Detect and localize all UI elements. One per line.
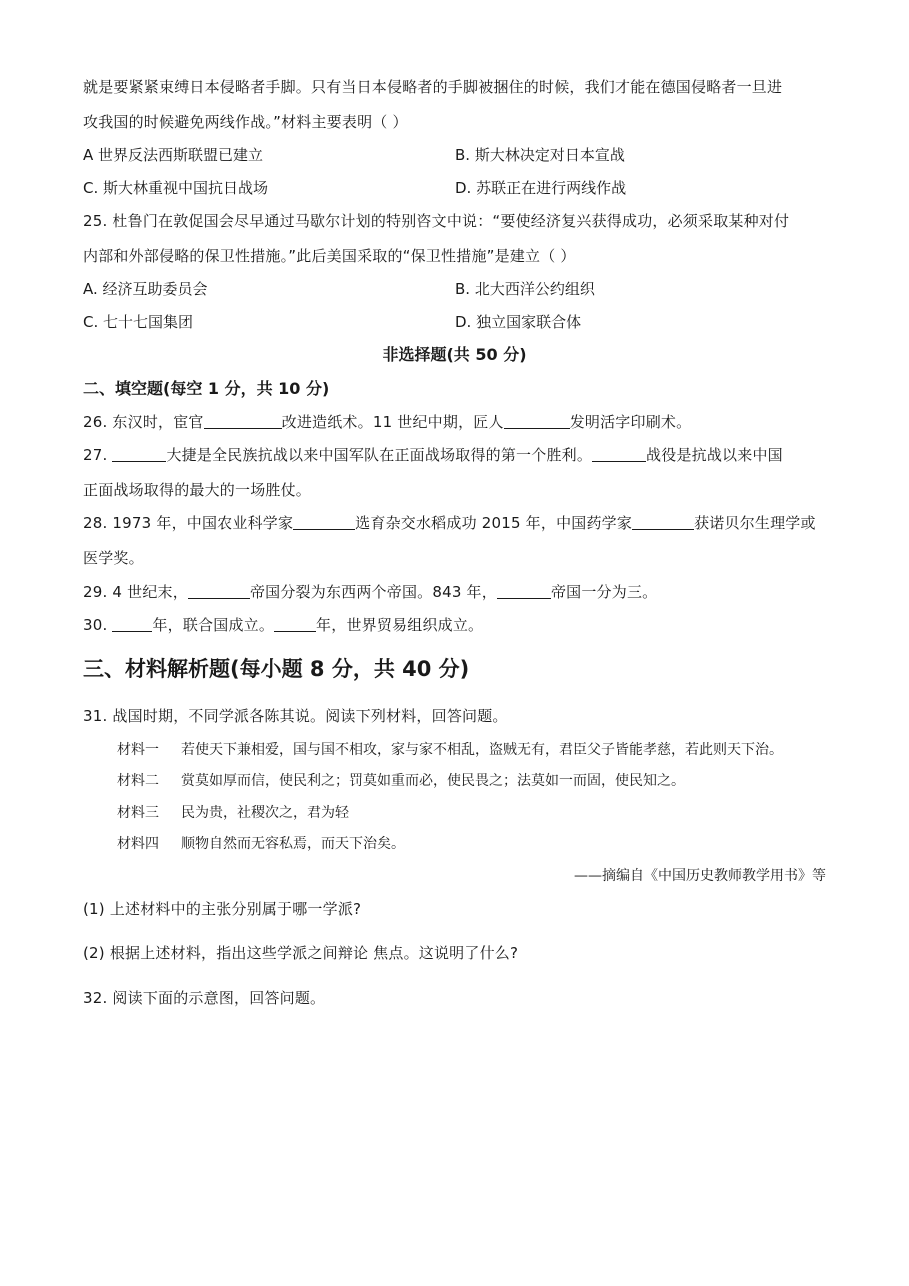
q24-option-d: D. 苏联正在进行两线作战 xyxy=(455,179,627,197)
section3-title: 三、材料解析题(每小题 8 分，共 40 分) xyxy=(83,657,470,681)
material-text: 民为贵，社稷次之，君为轻 xyxy=(181,805,349,821)
answer-blank[interactable] xyxy=(293,514,355,530)
q25-option-b: B. 北大西洋公约组织 xyxy=(455,280,595,298)
q24-line2: 攻我国的时候避免两线作战。”材料主要表明（ ） xyxy=(83,113,408,131)
q28-line1 xyxy=(83,513,816,533)
q29-text-b: 帝国分裂为东西两个帝国。843 年， xyxy=(249,583,497,601)
answer-blank[interactable] xyxy=(592,446,646,462)
q26-text-c: 发明活字印刷术。 xyxy=(569,413,692,431)
material-1 xyxy=(117,740,783,760)
q24-option-a: A 世界反法西斯联盟已建立 xyxy=(83,146,264,164)
q27-text-a: 27. xyxy=(83,446,113,464)
q29 xyxy=(83,582,657,602)
answer-blank[interactable] xyxy=(632,514,694,530)
material-4 xyxy=(117,834,405,854)
q30-text-a: 30. xyxy=(83,616,113,634)
q27-text-c: 战役是抗战以来中国 xyxy=(646,446,783,464)
q30 xyxy=(83,615,483,635)
material-text: 赏莫如厚而信，使民利之；罚莫如重而必，使民畏之；法莫如一而固，使民知之。 xyxy=(181,773,685,789)
answer-blank[interactable] xyxy=(274,616,316,632)
answer-blank[interactable] xyxy=(497,583,551,599)
q25-option-c: C. 七十七国集团 xyxy=(83,313,194,331)
q24-option-b: B. 斯大林决定对日本宣战 xyxy=(455,146,625,164)
q25-option-a: A. 经济互助委员会 xyxy=(83,280,208,298)
answer-blank[interactable] xyxy=(204,413,282,429)
answer-blank[interactable] xyxy=(504,413,570,429)
q27-line2: 正面战场取得的最大的一场胜仗。 xyxy=(83,481,312,499)
q27-text-b: 大捷是全民族抗战以来中国军队在正面战场取得的第一个胜利。 xyxy=(166,446,593,464)
q26 xyxy=(83,412,691,432)
q31-sub2: (2) 根据上述材料，指出这些学派之间辩论 焦点。这说明了什么? xyxy=(83,944,519,962)
material-label: 材料一 xyxy=(117,742,159,758)
q28-text-b: 选育杂交水稻成功 2015 年，中国药学家 xyxy=(355,514,633,532)
q29-text-a: 29. 4 世纪末， xyxy=(83,583,188,601)
material-text: 顺物自然而无容私焉，而天下治矣。 xyxy=(181,836,405,852)
q31-intro: 31. 战国时期，不同学派各陈其说。阅读下列材料，回答问题。 xyxy=(83,707,508,725)
q26-text-a: 26. 东汉时，宦官 xyxy=(83,413,204,431)
q30-text-b: 年，联合国成立。 xyxy=(152,616,275,634)
q32-intro: 32. 阅读下面的示意图，回答问题。 xyxy=(83,989,326,1007)
q28-text-a: 28. 1973 年，中国农业科学家 xyxy=(83,514,294,532)
q24-option-c: C. 斯大林重视中国抗日战场 xyxy=(83,179,269,197)
q28-line2: 医学奖。 xyxy=(83,549,144,567)
q26-text-b: 改进造纸术。11 世纪中期，匠人 xyxy=(281,413,504,431)
material-3 xyxy=(117,803,349,823)
material-text: 若使天下兼相爱，国与国不相攻，家与家不相乱，盗贼无有，君臣父子皆能孝慈，若此则天下治。 xyxy=(181,742,783,758)
q29-text-c: 帝国一分为三。 xyxy=(550,583,658,601)
nonchoice-title: 非选择题(共 50 分) xyxy=(382,345,527,364)
q28-text-c: 获诺贝尔生理学或 xyxy=(694,514,816,532)
q27-line1 xyxy=(83,445,783,465)
material-label: 材料二 xyxy=(117,773,159,789)
answer-blank[interactable] xyxy=(112,616,152,632)
answer-blank[interactable] xyxy=(188,583,250,599)
q31-sub1: (1) 上述材料中的主张分别属于哪一学派? xyxy=(83,900,362,918)
q30-text-c: 年，世界贸易组织成立。 xyxy=(316,616,484,634)
material-source: ——摘编自《中国历史教师教学用书》等 xyxy=(574,868,826,884)
section2-title: 二、填空题(每空 1 分，共 10 分) xyxy=(83,379,330,398)
q25-option-d: D. 独立国家联合体 xyxy=(455,313,582,331)
q25-line2: 内部和外部侵略的保卫性措施。”此后美国采取的“保卫性措施”是建立（ ） xyxy=(83,247,576,265)
q24-line1: 就是要紧紧束缚日本侵略者手脚。只有当日本侵略者的手脚被捆住的时候，我们才能在德国侵略者一旦进 xyxy=(83,78,783,96)
q25-line1: 25. 杜鲁门在敦促国会尽早通过马歇尔计划的特别咨文中说：“要使经济复兴获得成功，必须采取某种对付 xyxy=(83,212,790,230)
material-label: 材料三 xyxy=(117,805,159,821)
material-label: 材料四 xyxy=(117,836,159,852)
answer-blank[interactable] xyxy=(112,446,166,462)
material-2 xyxy=(117,771,685,791)
